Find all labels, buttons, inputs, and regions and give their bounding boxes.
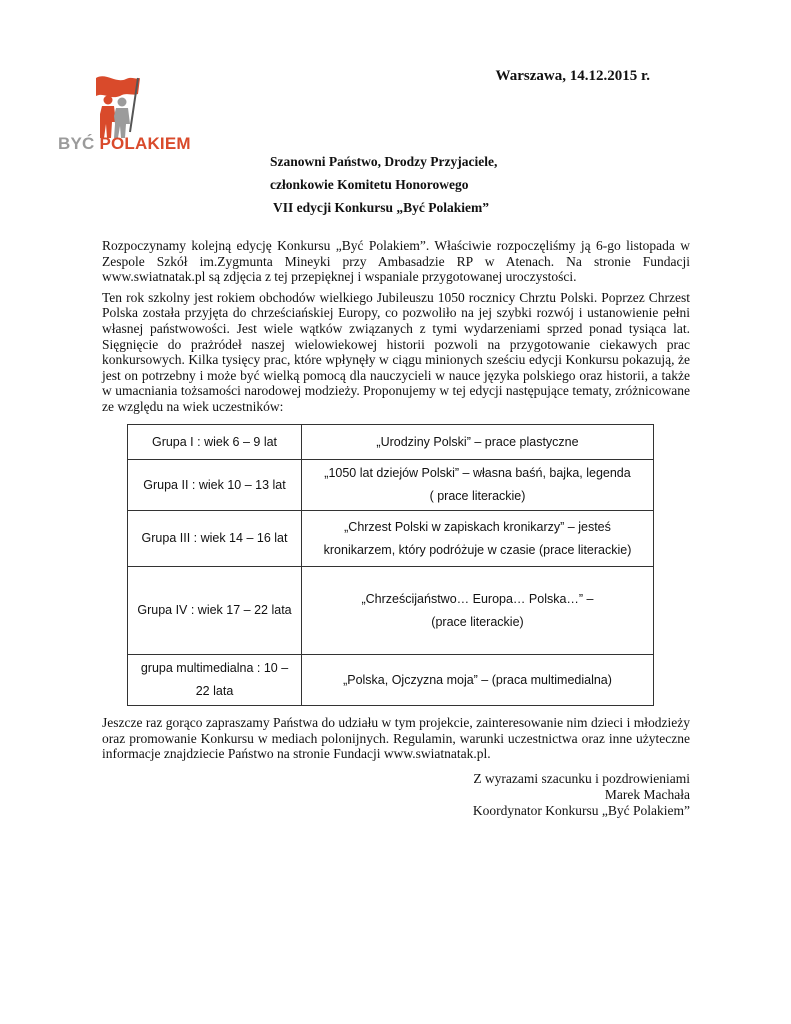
topic-cell	[302, 425, 654, 460]
flag-bearers-icon	[58, 70, 228, 140]
salutation-line-1: Szanowni Państwo, Drodzy Przyjaciele,	[270, 154, 498, 169]
logo-text-polakiem: POLAKIEM	[99, 134, 191, 153]
signature-role: Koordynator Konkursu „Być Polakiem”	[472, 802, 690, 818]
table-row	[128, 460, 654, 511]
closing-paragraph: Jeszcze raz gorąco zapraszamy Państwa do udziału w tym projekcie, zainteresowanie nim dzieci i młodzieży oraz promowanie Konkursu w mediach polonijnych. Regulamin, warunki uczestnictwa oraz inne użyteczne informacje znajdziecie Państwo na stronie Fundacji www.swiatnatak.pl.	[102, 715, 690, 762]
topic-line: (prace literackie)	[431, 614, 524, 629]
table-row	[128, 567, 654, 655]
logo-wordmark	[58, 134, 191, 154]
topic-line: „Urodziny Polski” – prace plastyczne	[376, 434, 579, 449]
group-cell: Grupa II : wiek 10 – 13 lat	[128, 460, 302, 511]
table-row	[128, 655, 654, 706]
topic-line: kronikarzem, który podróżuje w czasie (prace literackie)	[323, 542, 632, 557]
group-cell: Grupa IV : wiek 17 – 22 lata	[128, 567, 302, 655]
body-paragraph-2: Ten rok szkolny jest rokiem obchodów wielkiego Jubileuszu 1050 rocznicy Chrztu Polski. Poprzez Chrzest Polska została przyjęta do chrześciańskiej Europy, co pozwoliło na jej szybki rozwój i ustanowienie pełni własnej państwowości. Jest wiele wątków związanych z tymi wydarzeniami sprzed ponad tysiąca lat. Sięgnięcie do prażródeł naszej wielowiekowej historii pozwoli na przygotowanie ciekawych prac konkursowych. Kilka tysięcy prac, które wpłynęły w ciągu minionych sześciu edycji Konkursu pokazują, że jest on potrzebny i może być wielką pomocą dla nauczycieli w nauce języka polskiego oraz historii, a także w umacniania tożsamości narodowej modzieży. Proponujemy w tej edycji następujące tematy, zróżnicowane ze względu na wiek uczestników:	[102, 289, 690, 414]
signature-block	[440, 771, 690, 818]
group-cell: Grupa III : wiek 14 – 16 lat	[128, 511, 302, 567]
topic-line: „Chrzest Polski w zapiskach kronikarzy” – jesteś	[344, 519, 611, 534]
topic-line: ( prace literackie)	[429, 489, 526, 503]
topic-line: „1050 lat dziejów Polski” – własna baśń, bajka, legenda	[324, 466, 631, 480]
table-row	[128, 511, 654, 567]
signature-line-1: Z wyrazami szacunku i pozdrowieniami	[473, 771, 690, 786]
salutation-line-3: VII edycji Konkursu „Być Polakiem”	[273, 200, 490, 215]
age-groups-table	[127, 424, 654, 706]
group-cell: grupa multimedialna : 10 – 22 lata	[128, 655, 302, 706]
letter-date: Warszawa, 14.12.2015 r.	[495, 68, 650, 84]
topic-cell	[302, 567, 654, 655]
body-paragraph-1: Rozpoczynamy kolejną edycję Konkursu „Być Polakiem”. Właściwie rozpoczęliśmy ją 6-go listopada w Zespole Szkół im.Zygmunta Mineyki przy Ambasadzie RP w Atenach. Na stronie Fundacji www.swiatnatak.pl są zdjęcia z tej przepięknej i wspaniale przygotowanej uroczystości.	[102, 238, 690, 285]
topic-cell	[302, 655, 654, 706]
topic-line: „Chrześcijaństwo… Europa… Polska…” –	[361, 591, 594, 606]
salutation-block	[270, 150, 630, 219]
table-row	[128, 425, 654, 460]
topic-cell	[302, 460, 654, 511]
byc-polakiem-logo	[58, 70, 228, 160]
topic-line: „Polska, Ojczyzna moja” – (praca multimedialna)	[343, 672, 612, 687]
signature-name: Marek Machała	[604, 786, 690, 802]
group-cell: Grupa I : wiek 6 – 9 lat	[128, 425, 302, 460]
letter-body	[102, 238, 690, 420]
topic-cell	[302, 511, 654, 567]
logo-text-byc: BYĆ	[58, 134, 95, 153]
salutation-line-2: członkowie Komitetu Honorowego	[270, 177, 469, 192]
